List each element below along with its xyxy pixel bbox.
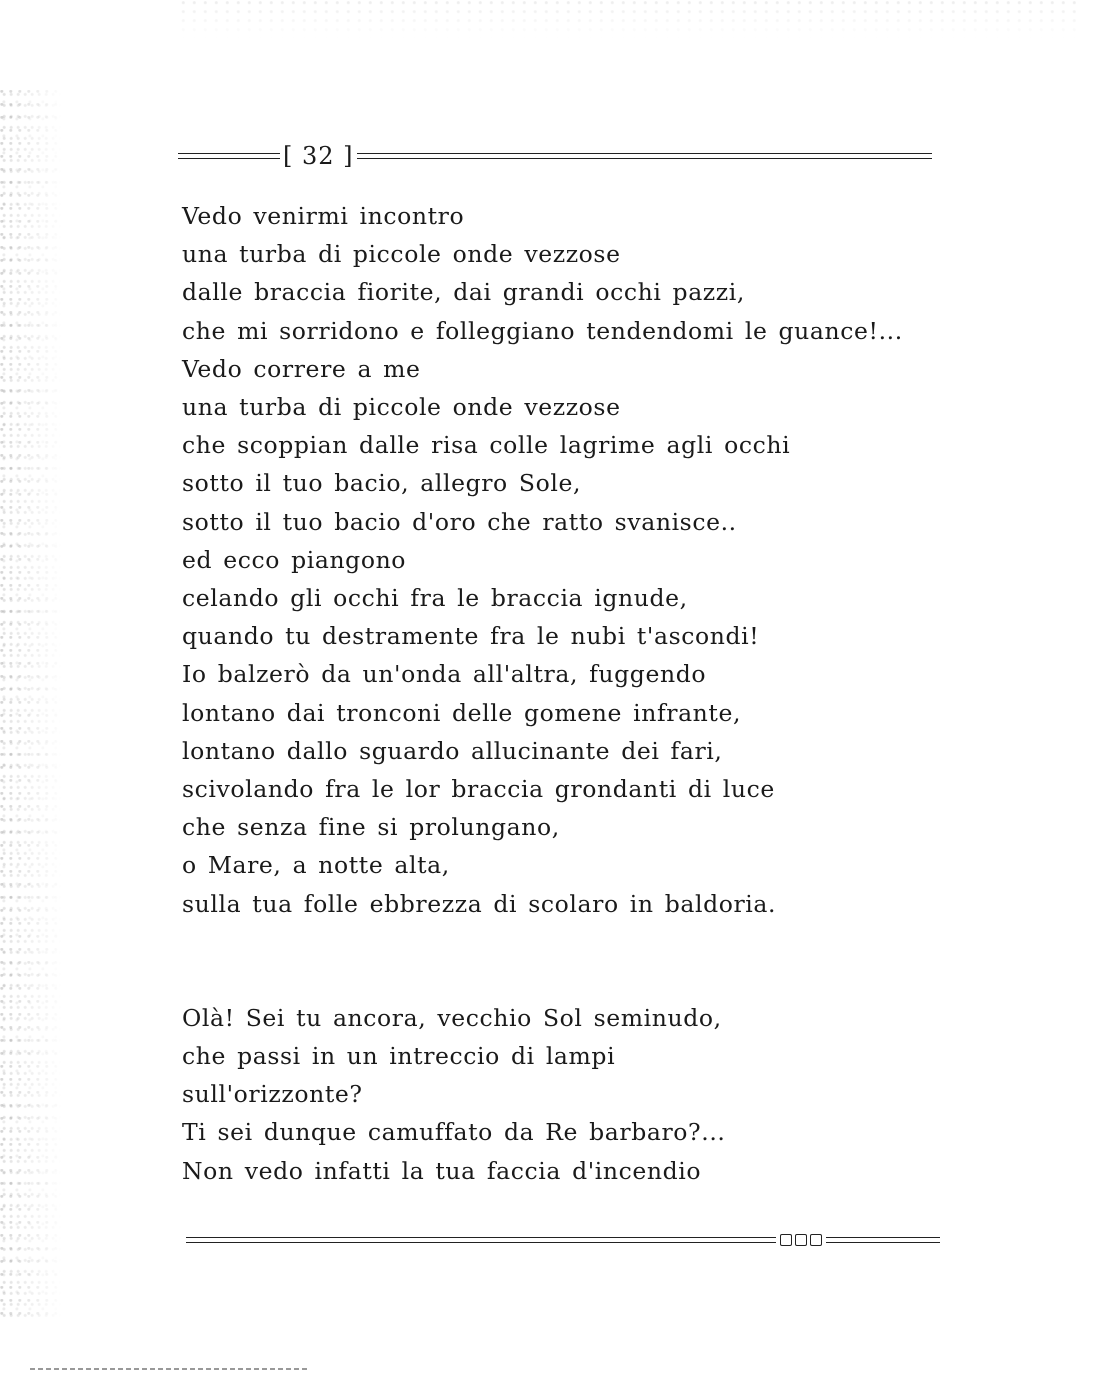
poem-body <box>182 197 1042 1190</box>
stanza <box>182 197 1042 923</box>
verse-line: celando gli occhi fra le braccia ignude, <box>182 584 688 613</box>
verse-line: o Mare, a notte alta, <box>182 851 450 880</box>
scan-edge-noise <box>0 90 70 1320</box>
stanza <box>182 999 1042 1190</box>
verse-line: che scoppian dalle risa colle lagrime agli occhi <box>182 431 791 460</box>
verse-line: Non vedo infatti la tua faccia d'incendio <box>182 1156 702 1185</box>
verse-line: lontano dai tronconi delle gomene infrante, <box>182 698 742 727</box>
verse-line: dalle braccia fiorite, dai grandi occhi pazzi, <box>182 278 745 307</box>
verse-line: che passi in un intreccio di lampi <box>182 1042 616 1071</box>
verse-line: lontano dallo sguardo allucinante dei fari, <box>182 736 723 765</box>
verse-line: sotto il tuo bacio, allegro Sole, <box>182 469 582 498</box>
verse-line: Io balzerò da un'onda all'altra, fuggendo <box>182 660 707 689</box>
page-number: [ 32 ] <box>283 142 354 170</box>
header-rule-left <box>178 153 280 159</box>
page-footer <box>186 1230 940 1250</box>
verse-line: scivolando fra le lor braccia grondanti di luce <box>182 775 775 804</box>
verse-line: Olà! Sei tu ancora, vecchio Sol seminudo, <box>182 1003 722 1032</box>
footer-rule-left <box>186 1237 776 1243</box>
verse-line: Ti sei dunque camuffato da Re barbaro?... <box>182 1118 726 1147</box>
verse-line: una turba di piccole onde vezzose <box>182 393 621 422</box>
verse-line: sulla tua folle ebbrezza di scolaro in baldoria. <box>182 889 777 918</box>
verse-line: che senza fine si prolungano, <box>182 813 560 842</box>
ornament-square-icon <box>810 1234 822 1246</box>
scan-bottom-noise <box>30 1368 310 1370</box>
verse-line: quando tu destramente fra le nubi t'ascondi! <box>182 622 760 651</box>
verse-line: una turba di piccole onde vezzose <box>182 240 621 269</box>
footer-rule-right <box>826 1237 940 1243</box>
scan-top-noise <box>180 0 1080 40</box>
verse-line: Vedo venirmi incontro <box>182 202 465 230</box>
ornament-square-icon <box>780 1234 792 1246</box>
verse-line: ed ecco piangono <box>182 545 407 574</box>
page-header <box>178 136 932 176</box>
verse-line: sotto il tuo bacio d'oro che ratto svanisce.. <box>182 507 737 536</box>
verse-line: sull'orizzonte? <box>182 1080 363 1109</box>
footer-ornament-icon <box>776 1234 826 1246</box>
verse-line: che mi sorridono e folleggiano tendendomi le guance!... <box>182 316 903 345</box>
header-rule-right <box>357 153 932 159</box>
ornament-square-icon <box>795 1234 807 1246</box>
verse-line: Vedo correre a me <box>182 354 421 383</box>
